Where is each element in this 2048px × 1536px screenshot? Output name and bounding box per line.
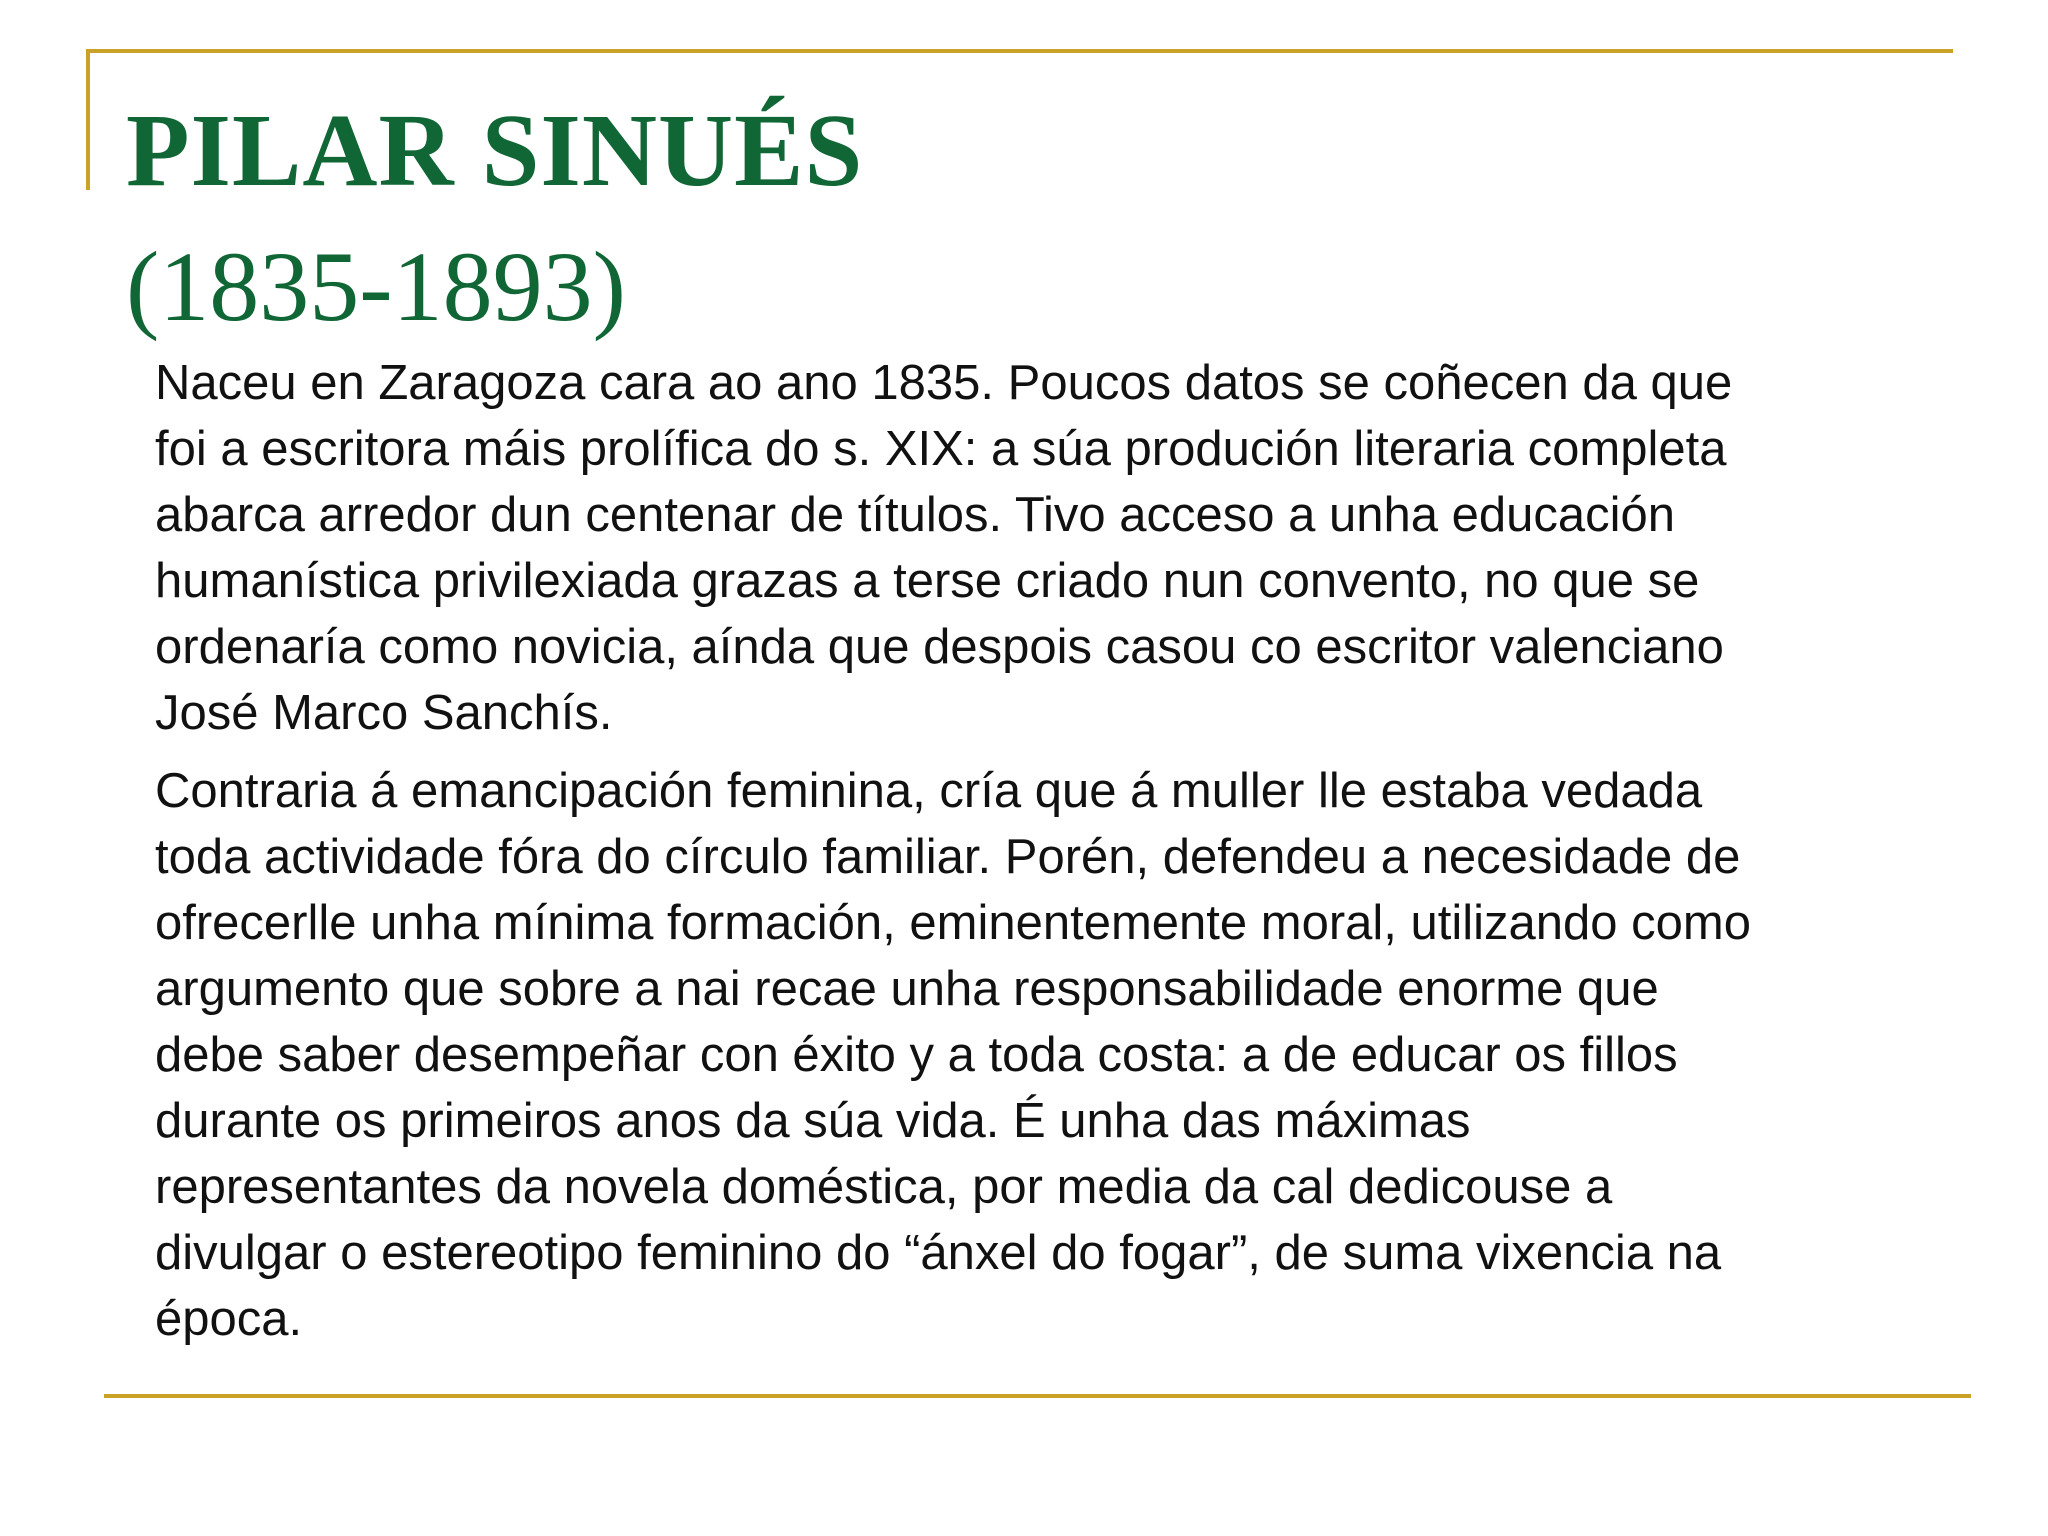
title-dates: (1835-1893) [126, 231, 626, 342]
paragraph-biography [155, 350, 1955, 746]
text-line: argumento que sobre a nai recae unha responsabilidade enorme que [155, 962, 1659, 1016]
text-line: durante os primeiros anos da súa vida. É unha das máximas [155, 1094, 1471, 1148]
text-line: época. [155, 1292, 303, 1346]
text-line: Naceu en Zaragoza cara ao ano 1835. Poucos datos se coñecen da que [155, 356, 1733, 410]
bottom-rule-divider [104, 1394, 1971, 1398]
text-line: Contraria á emancipación feminina, cría que á muller lle estaba vedada [155, 764, 1703, 818]
slide-body [155, 350, 1955, 1352]
text-line: representantes da novela doméstica, por media da cal dedicouse a [155, 1160, 1613, 1214]
title-name: PILAR SINUÉS [126, 93, 864, 208]
text-line: abarca arredor dun centenar de títulos. Tivo acceso a unha educación [155, 488, 1675, 542]
text-line: toda actividade fóra do círculo familiar. Porén, defendeu a necesidade de [155, 830, 1741, 884]
text-line: ordenaría como novicia, aínda que despois casou co escritor valenciano [155, 620, 1724, 674]
text-line: divulgar o estereotipo feminino do “ánxel do fogar”, de suma vixencia na [155, 1226, 1722, 1280]
slide-title [126, 84, 863, 354]
paragraph-ideas [155, 758, 1955, 1352]
text-line: José Marco Sanchís. [155, 686, 613, 740]
text-line: humanística privilexiada grazas a terse criado nun convento, no que se [155, 554, 1700, 608]
left-rule-divider [86, 49, 90, 190]
text-line: ofrecerlle unha mínima formación, eminentemente moral, utilizando como [155, 896, 1751, 950]
text-line: foi a escritora máis prolífica do s. XIX: a súa produción literaria completa [155, 422, 1727, 476]
text-line: debe saber desempeñar con éxito y a toda costa: a de educar os fillos [155, 1028, 1678, 1082]
top-rule-divider [86, 49, 1953, 53]
